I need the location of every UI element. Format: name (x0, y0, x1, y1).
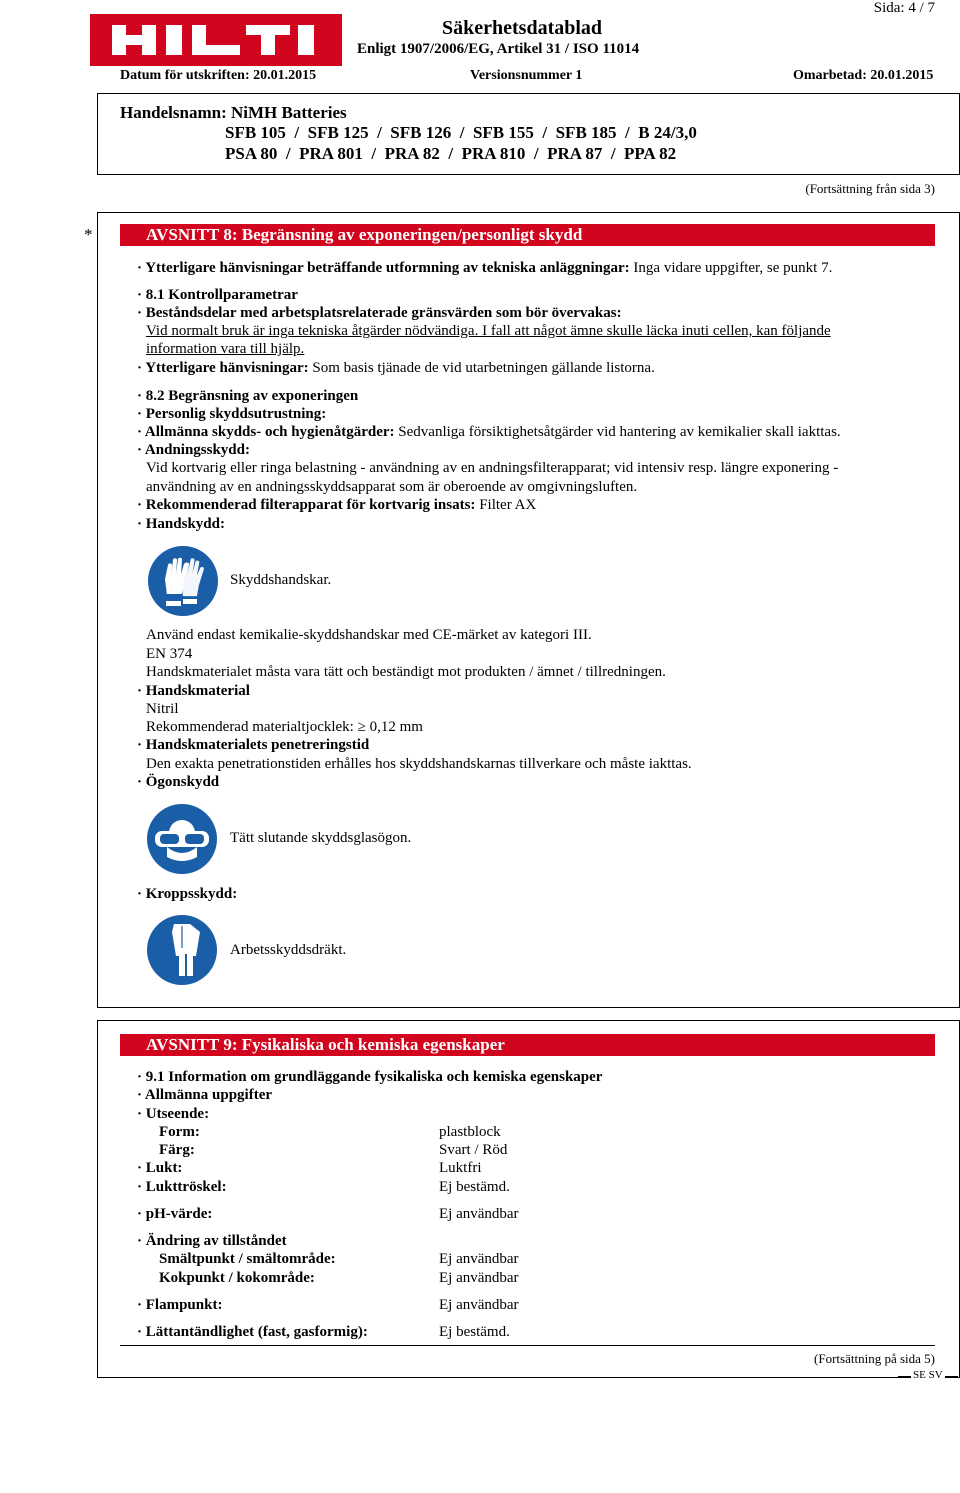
property-value: Svart / Röd (439, 1142, 508, 1158)
thickness-value: 0,12 mm (369, 719, 423, 735)
property-label: · Flampunkt: (137, 1297, 223, 1313)
respiratory-text-1: Vid kortvarig eller ringa belastning - användning av en andningsfilterapparat; vid intensiv resp. längre exponering - (146, 460, 839, 476)
property-label: Form: (159, 1124, 200, 1140)
goggles-icon (146, 803, 218, 880)
property-value: Ej bestämd. (439, 1179, 510, 1195)
product-models-line-1: SFB 105 / SFB 125 / SFB 126 / SFB 155 / SFB 185 / B 24/3,0 (225, 123, 697, 142)
section-8-2-heading: · 8.2 Begränsning av exponeringen (137, 388, 359, 404)
page-number: Sida: 4 / 7 (873, 0, 935, 16)
technical-label: · Ytterligare hänvisningar beträffande utformning av tekniska anläggningar: (137, 260, 630, 276)
property-value: Ej användbar (439, 1270, 519, 1286)
thickness-symbol: ≥ (357, 719, 366, 735)
general-info-heading: · Allmänna uppgifter (137, 1087, 273, 1103)
glove-material-value: Nitril (146, 701, 179, 717)
respiratory-label: · Andningsskydd: (137, 442, 250, 458)
property-label: Kokpunkt / kokområde: (159, 1270, 315, 1286)
version-number: Versionsnummer 1 (470, 68, 583, 83)
hand-text-3: Handskmaterialet måsta vara tätt och beständigt mot produkten / ämnet / tillredningen. (146, 664, 666, 680)
technical-measures (137, 260, 832, 277)
hilti-logo (90, 14, 342, 66)
continued-on: (Fortsättning på sida 5) (814, 1351, 935, 1366)
section-8-header (120, 224, 935, 246)
technical-value: Inga vidare uppgifter, se punkt 7. (633, 260, 833, 276)
eye-protection-label: · Ögonskydd (137, 774, 220, 790)
product-models-line-2: PSA 80 / PRA 801 / PRA 82 / PRA 810 / PRA 87 / PPA 82 (225, 144, 677, 163)
property-label: Smältpunkt / smältområde: (159, 1251, 336, 1267)
property-label: · Ändring av tillståndet (137, 1233, 287, 1249)
protective-suit-icon (146, 914, 218, 991)
further-label: · Ytterligare hänvisningar: (137, 360, 309, 376)
components-label: · Beståndsdelar med arbetsplatsrelaterade gränsvärden som bör övervakas: (137, 305, 622, 321)
document-title: Säkerhetsdatablad (442, 17, 603, 39)
revised-date: Omarbetad: 20.01.2015 (793, 68, 934, 83)
hand-text-1: Använd endast kemikalie-skyddshandskar med CE-märket av kategori III. (146, 627, 592, 643)
property-label: · Lukttröskel: (137, 1179, 227, 1195)
locale-code: SE SV (913, 1369, 943, 1381)
hand-text-2: EN 374 (146, 646, 193, 662)
property-label: Färg: (159, 1142, 195, 1158)
penetration-text: Den exakta penetrationstiden erhålles hos skyddshandskarnas tillverkare och måste iakttas. (146, 756, 692, 772)
body-protection-label: · Kroppsskydd: (137, 886, 238, 902)
document-subtitle: Enligt 1907/2006/EG, Artikel 31 / ISO 11014 (357, 41, 640, 57)
changed-marker: * (84, 225, 93, 244)
hand-protection-label: · Handskydd: (137, 516, 225, 532)
property-value: Ej användbar (439, 1206, 519, 1222)
goggles-caption: Tätt slutande skyddsglasögon. (230, 830, 412, 846)
ppe-heading: · Personlig skyddsutrustning: (137, 406, 327, 422)
trade-name-label: Handelsnamn: (120, 103, 227, 122)
property-label: · pH-värde: (137, 1206, 213, 1222)
property-value: Ej användbar (439, 1297, 519, 1313)
product-name-line (120, 103, 347, 123)
penetration-label: · Handskmaterialets penetreringstid (137, 737, 370, 753)
hygiene-measures (137, 424, 841, 441)
suit-caption: Arbetsskyddsdräkt. (230, 942, 347, 958)
property-label: · Lukt: (137, 1160, 183, 1176)
hygiene-value: Sedvanliga försiktighetsåtgärder vid hantering av kemikalier skall iakttas. (398, 424, 841, 440)
property-value: Ej bestämd. (439, 1324, 510, 1340)
hygiene-label: · Allmänna skydds- och hygienåtgärder: (137, 424, 395, 440)
gloves-icon (147, 545, 219, 622)
components-text-1: Vid normalt bruk är inga tekniska åtgärder nödvändiga. I fall att något ämne skulle läcka inuti cellen, kan följande (146, 323, 831, 339)
section-9-1-heading: · 9.1 Information om grundläggande fysikaliska och kemiska egenskaper (137, 1069, 603, 1085)
property-label: · Lättantändlighet (fast, gasformig): (137, 1324, 368, 1340)
property-value: Ej användbar (439, 1251, 519, 1267)
thickness-label: Rekommenderad materialtjocklek: (146, 719, 354, 735)
section-8-title: AVSNITT 8: Begränsning av exponeringen/personligt skydd (146, 225, 583, 244)
print-date: Datum för utskriften: 20.01.2015 (120, 68, 317, 83)
further-value: Som basis tjänade de vid utarbetningen gällande listorna. (312, 360, 655, 376)
property-value: Luktfri (439, 1160, 482, 1176)
trade-name-value: NiMH Batteries (231, 103, 347, 122)
components-text-2: information vara till hjälp. (146, 341, 305, 357)
section-9-bottom-rule (120, 1345, 935, 1346)
section-9-title: AVSNITT 9: Fysikaliska och kemiska egenskaper (146, 1035, 505, 1054)
section-9-header (120, 1034, 935, 1056)
continued-from: (Fortsättning från sida 3) (805, 181, 935, 196)
respiratory-text-2: användning av en andningsskyddsapparat som är oberoende av omgivningsluften. (146, 479, 638, 495)
property-value: plastblock (439, 1124, 501, 1140)
glove-thickness (146, 719, 423, 736)
glove-material-label: · Handskmaterial (137, 683, 250, 699)
appearance-heading: · Utseende: (137, 1106, 210, 1122)
section-8-1-heading: · 8.1 Kontrollparametrar (137, 287, 298, 303)
further-notes (137, 360, 655, 377)
filter-value: Filter AX (479, 497, 537, 513)
gloves-caption: Skyddshandskar. (230, 572, 332, 588)
filter-recommendation (137, 497, 536, 514)
filter-label: · Rekommenderad filterapparat för kortvarig insats: (137, 497, 476, 513)
